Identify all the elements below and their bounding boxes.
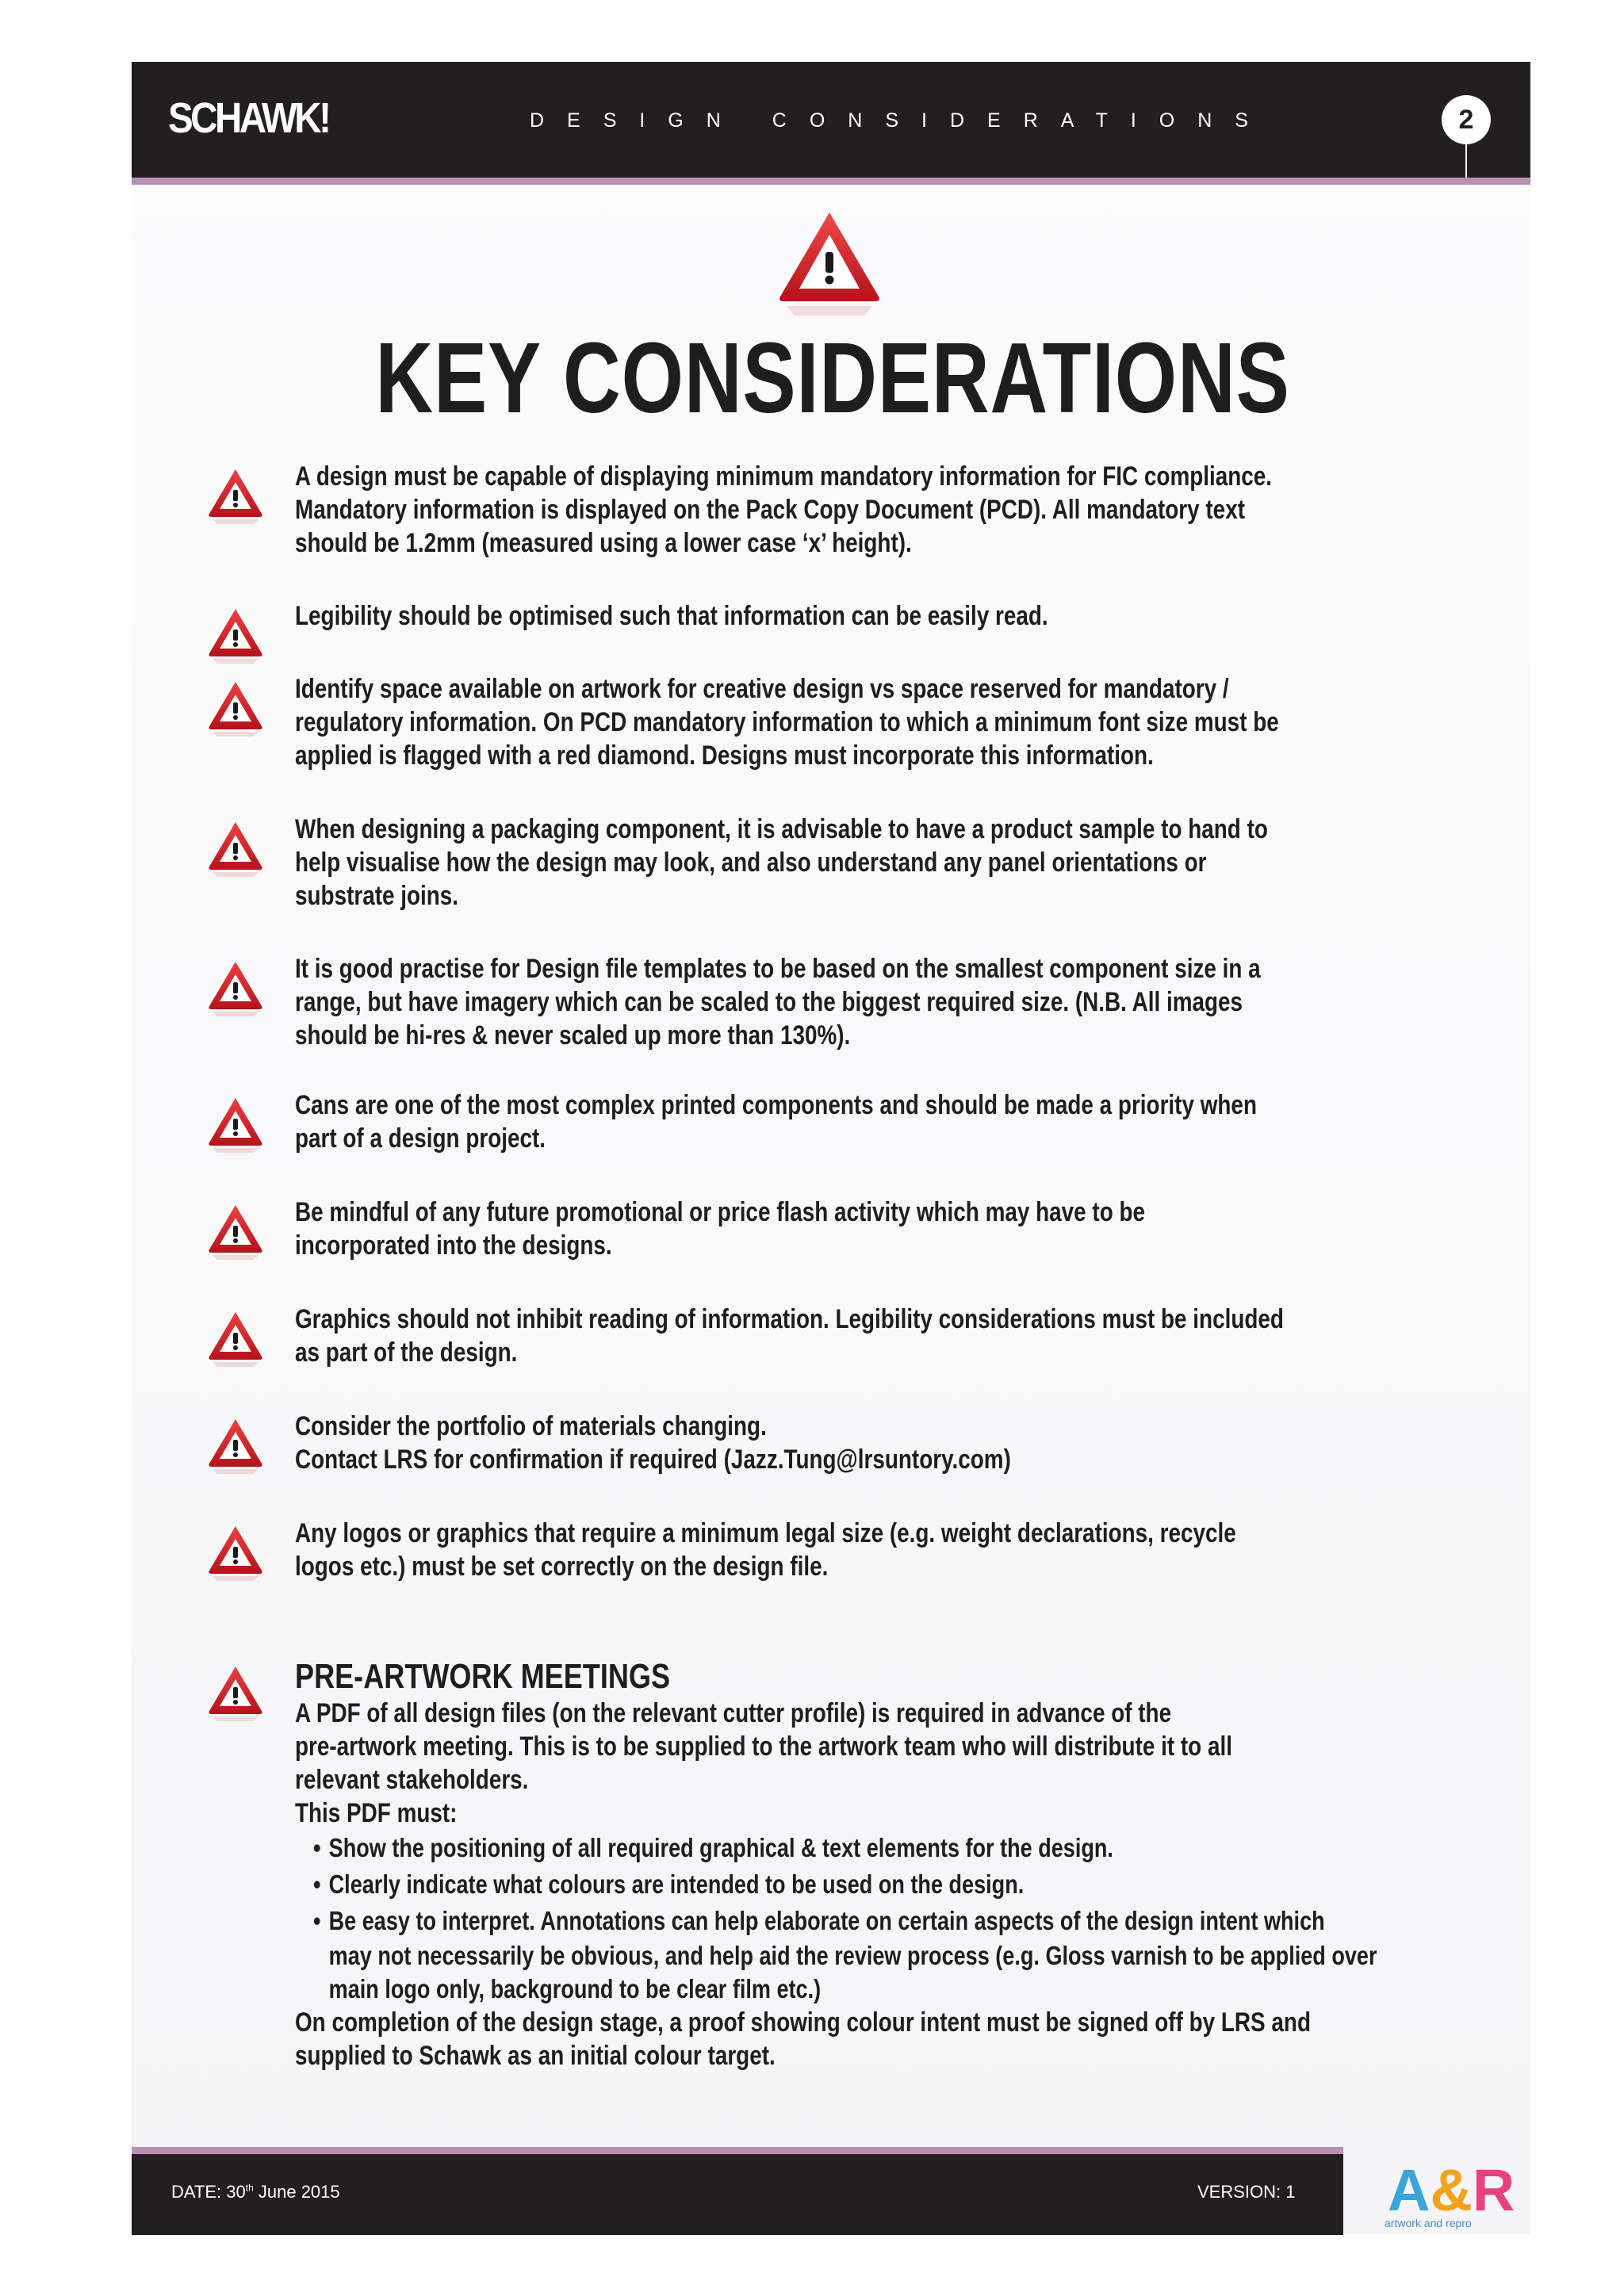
bullet-dot: •	[312, 1906, 321, 1935]
consideration-text	[295, 813, 1270, 913]
bullet-continuation: may not necessarily be obvious, and help aid the review process (e.g. Gloss varnish to be applied over	[328, 1941, 1377, 1970]
partner-caption: artwork and repro	[1385, 2217, 1472, 2229]
section-heading: PRE-ARTWORK MEETINGS	[295, 1657, 671, 1696]
text-line: Legibility should be optimised such that information can be easily read.	[295, 601, 1048, 631]
warning-triangle-icon	[206, 1663, 265, 1722]
text-line: incorporated into the designs.	[295, 1230, 612, 1261]
warning-triangle-icon	[206, 679, 265, 737]
text-line: regulatory information. On PCD mandatory information to which a minimum font size must be	[295, 707, 1279, 737]
consideration-text	[295, 460, 1273, 560]
text-line: logos etc.) must be set correctly on the design file.	[295, 1552, 829, 1582]
page-title: KEY CONSIDERATIONS	[375, 322, 1290, 434]
bullet-item	[295, 1830, 1270, 1866]
intro-line: pre-artwork meeting. This is to be supplied to the artwork team who will distribute it to all	[295, 1732, 1232, 1762]
consideration-text	[295, 672, 1279, 772]
warning-triangle-icon	[206, 466, 265, 525]
header-title: DESIGN CONSIDERATIONS	[530, 109, 1271, 132]
text-line: applied is flagged with a red diamond. Designs must incorporate this information.	[295, 740, 1154, 771]
text-line: should be 1.2mm (measured using a lower case ‘x’ height).	[295, 528, 912, 558]
text-line: Cans are one of the most complex printed components and should be made a priority when	[295, 1090, 1257, 1120]
warning-triangle-icon	[206, 1523, 265, 1582]
warning-triangle-icon	[206, 1309, 265, 1368]
bullet-item	[295, 1903, 1325, 1939]
bullet-dot: •	[312, 1869, 321, 1899]
closing-line: supplied to Schawk as an initial colour target.	[295, 2041, 776, 2071]
text-line: as part of the design.	[295, 1337, 518, 1368]
warning-triangle-icon	[206, 1202, 265, 1261]
text-line: When designing a packaging component, it is advisable to have a product sample to hand to	[295, 814, 1268, 844]
footer-version: VERSION: 1	[1197, 2182, 1296, 2202]
consideration-text	[295, 952, 1270, 1052]
consideration-text	[295, 1089, 1270, 1155]
bullet-text: Clearly indicate what colours are intended to be used on the design.	[328, 1869, 1025, 1899]
text-line: Contact LRS for confirmation if required (Jazz.Tung@lrsuntory.com)	[295, 1445, 1011, 1475]
warning-triangle-icon	[206, 1416, 265, 1475]
text-line: part of a design project.	[295, 1123, 546, 1154]
bullet-dot: •	[312, 1833, 321, 1862]
consideration-text	[295, 1517, 1270, 1583]
page-number-line	[1465, 144, 1467, 178]
text-line: Consider the portfolio of materials changing.	[295, 1411, 767, 1441]
text-line: substrate joins.	[295, 881, 459, 911]
text-line: Any logos or graphics that require a minimum legal size (e.g. weight declarations, recycle	[295, 1518, 1236, 1548]
text-line: Graphics should not inhibit reading of information. Legibility considerations must be included	[295, 1304, 1284, 1334]
consideration-text	[295, 1196, 1270, 1262]
text-line: Identify space available on artwork for creative design vs space reserved for mandatory /	[295, 674, 1229, 704]
consideration-text	[295, 1410, 1270, 1476]
warning-triangle-icon	[206, 1095, 265, 1154]
text-line: Mandatory information is displayed on the Pack Copy Document (PCD). All mandatory text	[295, 495, 1245, 525]
pre-artwork-text	[295, 1657, 1377, 2072]
page-number: 2	[1442, 95, 1491, 144]
warning-triangle-icon	[206, 606, 265, 664]
text-line: A design must be capable of displaying minimum mandatory information for FIC compliance.	[295, 461, 1273, 492]
must-label: This PDF must:	[295, 1798, 458, 1828]
bullet-continuation: main logo only, background to be clear film etc.)	[328, 1974, 822, 2003]
footer-date: DATE: 30th June 2015	[171, 2182, 340, 2202]
partner-logo-text: A&R	[1388, 2157, 1515, 2223]
text-line: It is good practise for Design file templates to be based on the smallest component size in a	[295, 954, 1261, 984]
header-accent-stripe	[132, 178, 1530, 185]
text-line: help visualise how the design may look, and also understand any panel orientations or	[295, 848, 1207, 878]
text-line: Be mindful of any future promotional or price flash activity which may have to be	[295, 1197, 1146, 1227]
footer-accent-stripe	[132, 2147, 1343, 2154]
consideration-text	[295, 599, 1270, 633]
consideration-text	[295, 1303, 1284, 1369]
warning-triangle-icon	[206, 959, 265, 1017]
bullet-item	[295, 1866, 1270, 1903]
text-line: should be hi-res & never scaled up more than 130%).	[295, 1020, 851, 1050]
text-line: range, but have imagery which can be scaled to the biggest required size. (N.B. All images	[295, 987, 1243, 1017]
bullet-text: Show the positioning of all required graphical & text elements for the design.	[328, 1833, 1113, 1862]
large-warning-icon	[776, 208, 883, 319]
intro-line: A PDF of all design files (on the relevant cutter profile) is required in advance of the	[295, 1698, 1172, 1728]
intro-line: relevant stakeholders.	[295, 1765, 529, 1795]
schawk-logo: SCHAWK!	[168, 94, 329, 142]
warning-triangle-icon	[206, 819, 265, 878]
closing-line: On completion of the design stage, a proof showing colour intent must be signed off by LRS and	[295, 2007, 1311, 2038]
bullet-text: Be easy to interpret. Annotations can help elaborate on certain aspects of the design intent which	[328, 1906, 1325, 1935]
